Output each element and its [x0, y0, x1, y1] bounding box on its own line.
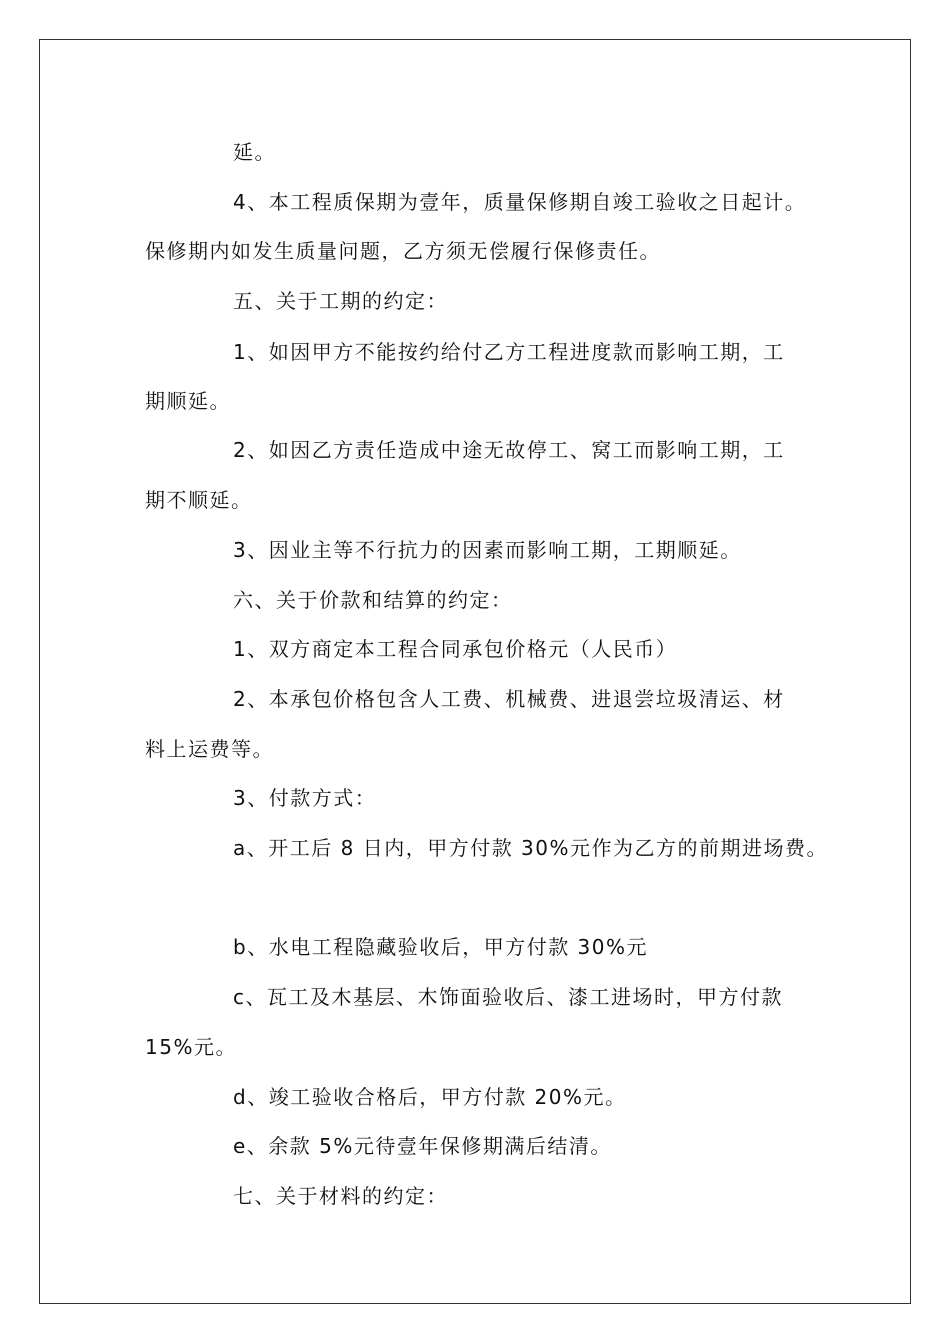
text-line: d、竣工验收合格后，甲方付款 20%元。	[233, 1085, 627, 1109]
text-line: 3、因业主等不行抗力的因素而影响工期，工期顺延。	[233, 538, 742, 562]
text-line: 料上运费等。	[145, 737, 274, 761]
text-line: 保修期内如发生质量问题，乙方须无偿履行保修责任。	[145, 239, 661, 263]
section-heading: 五、关于工期的约定：	[233, 289, 448, 313]
text-line: c、瓦工及木基层、木饰面验收后、漆工进场时，甲方付款	[233, 985, 783, 1009]
text-line: a、开工后 8 日内，甲方付款 30%元作为乙方的前期进场费。	[233, 836, 829, 860]
text-line: 15%元。	[145, 1035, 237, 1059]
text-line: e、余款 5%元待壹年保修期满后结清。	[233, 1134, 612, 1158]
text-line: b、水电工程隐藏验收后，甲方付款 30%元	[233, 935, 649, 959]
text-line: 期顺延。	[145, 389, 231, 413]
text-line: 2、本承包价格包含人工费、机械费、进退尝垃圾清运、材	[233, 687, 785, 711]
text-line: 1、双方商定本工程合同承包价格元（人民币）	[233, 637, 678, 661]
text-line: 延。	[233, 140, 276, 164]
text-line: 1、如因甲方不能按约给付乙方工程进度款而影响工期，工	[233, 340, 785, 364]
page-border	[39, 39, 911, 1304]
section-heading: 六、关于价款和结算的约定：	[233, 588, 513, 612]
text-line: 2、如因乙方责任造成中途无故停工、窝工而影响工期，工	[233, 438, 785, 462]
text-line: 4、本工程质保期为壹年，质量保修期自竣工验收之日起计。	[233, 190, 807, 214]
text-line: 3、付款方式：	[233, 786, 377, 810]
section-heading: 七、关于材料的约定：	[233, 1184, 448, 1208]
text-line: 期不顺延。	[145, 488, 253, 512]
